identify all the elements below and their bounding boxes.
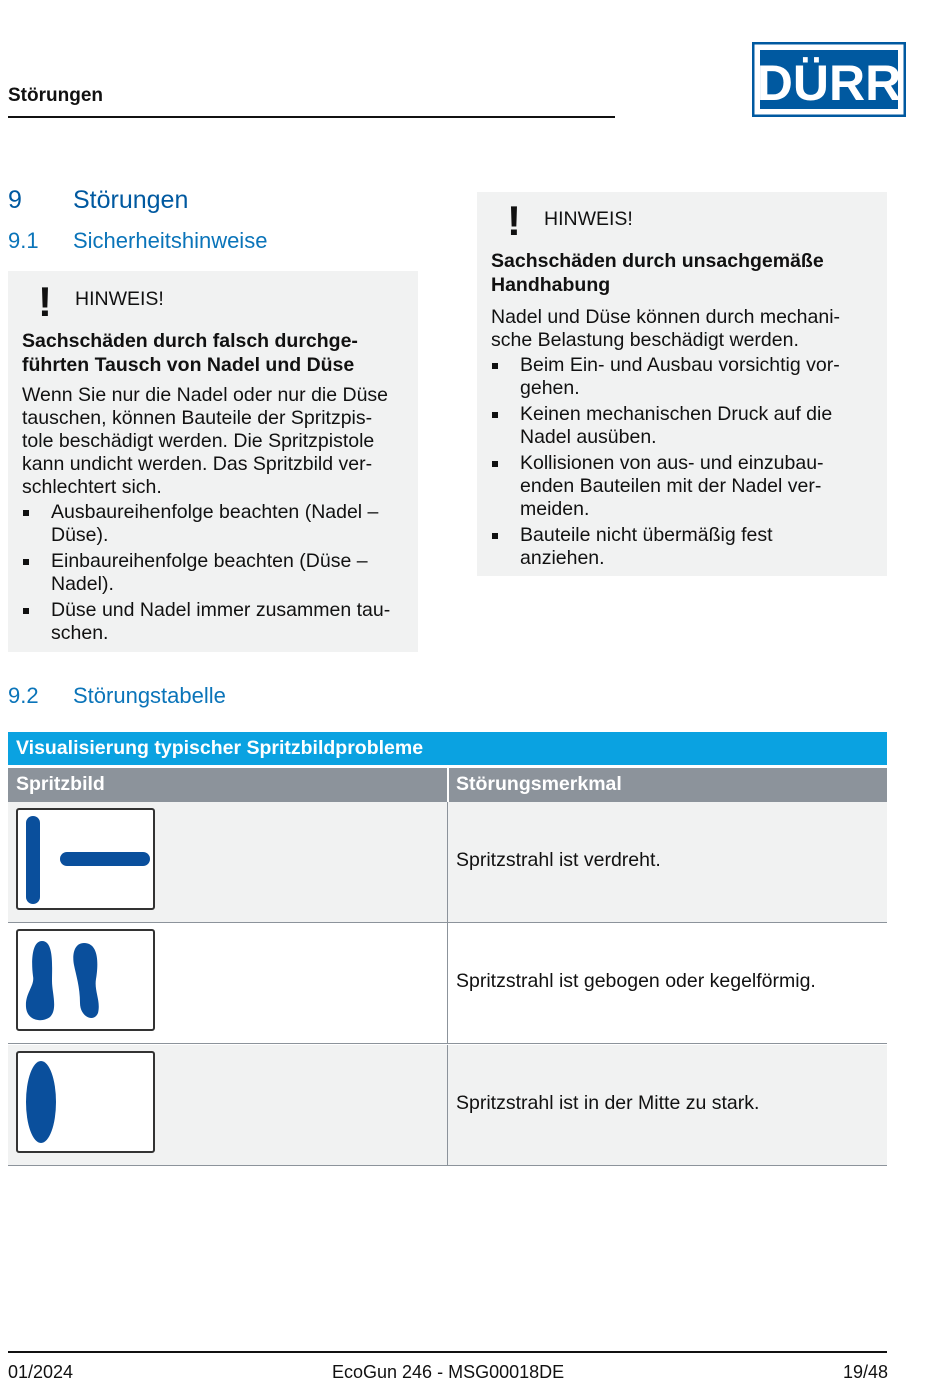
table-caption: Visualisierung typischer Spritzbildprobleme — [8, 732, 887, 765]
chapter-heading — [8, 186, 188, 215]
list-item — [22, 550, 412, 596]
notice-body-line: schlechtert sich. — [22, 476, 162, 498]
running-header-title: Störungen — [8, 85, 103, 106]
exclamation-icon: ! — [507, 197, 521, 244]
notice-body-line: tole beschädigt werden. Die Spritzpistole — [22, 430, 375, 452]
section-number: 9.2 — [8, 683, 39, 708]
bullet-icon — [492, 533, 498, 539]
list-item — [22, 599, 412, 645]
fault-description: Spritzstrahl ist verdreht. — [456, 849, 661, 871]
list-item-line: Bauteile nicht übermäßig fest — [520, 524, 773, 546]
notice-body — [491, 306, 840, 352]
list-item-line: Einbaureihenfolge beachten (Düse – — [51, 550, 368, 572]
spray-pattern-image — [16, 1051, 155, 1153]
list-item — [491, 354, 881, 400]
exclamation-icon: ! — [38, 278, 52, 325]
list-item — [491, 524, 881, 570]
chapter-number: 9 — [8, 186, 22, 214]
notice-title-line: führten Tausch von Nadel und Düse — [22, 354, 355, 376]
section-number: 9.1 — [8, 228, 39, 253]
table-row — [8, 802, 887, 923]
list-item-line: meiden. — [520, 498, 590, 520]
list-item — [22, 501, 412, 547]
notice-box-left — [8, 271, 418, 652]
notice-body-line: sche Belastung beschädigt werden. — [491, 329, 799, 351]
bullet-icon — [492, 412, 498, 418]
logo-text: DÜRR — [756, 55, 902, 111]
notice-body-line: kann undicht werden. Das Spritzbild ver- — [22, 453, 373, 475]
bullet-icon — [23, 510, 29, 516]
list-item-line: Keinen mechanischen Druck auf die — [520, 403, 833, 425]
notice-body-line: Nadel und Düse können durch mechani- — [491, 306, 841, 328]
notice-title — [491, 249, 824, 297]
center-heavy-spray-icon — [18, 1053, 153, 1151]
notice-title — [22, 329, 358, 377]
list-item-line: Düse). — [51, 524, 109, 546]
list-item-line: Nadel). — [51, 573, 114, 595]
list-item-line: Beim Ein- und Ausbau vorsichtig vor- — [520, 354, 840, 376]
notice-label: HINWEIS! — [75, 288, 164, 310]
notice-body-line: Wenn Sie nur die Nadel oder nur die Düse — [22, 384, 389, 406]
section-heading-9-2 — [8, 683, 226, 709]
spray-pattern-image — [16, 929, 155, 1031]
fault-description: Spritzstrahl ist gebogen oder kegelförmig. — [456, 970, 816, 992]
section-heading-9-1 — [8, 228, 267, 254]
bullet-icon — [23, 559, 29, 565]
notice-body-line: tauschen, können Bauteile der Spritzpis- — [22, 407, 373, 429]
notice-list — [491, 354, 881, 573]
section-title: Sicherheitshinweise — [73, 228, 268, 253]
notice-title-line: Sachschäden durch falsch durchge- — [22, 330, 358, 352]
list-item-line: Düse und Nadel immer zusammen tau- — [51, 599, 391, 621]
bullet-icon — [492, 461, 498, 467]
list-item-line: gehen. — [520, 377, 580, 399]
notice-body — [22, 384, 388, 499]
table-header — [8, 768, 887, 802]
durr-logo — [752, 42, 906, 117]
chapter-title: Störungen — [73, 186, 189, 214]
list-item-line: Nadel ausüben. — [520, 426, 657, 448]
notice-list — [22, 501, 412, 648]
notice-box-right — [477, 192, 887, 576]
footer-divider — [8, 1351, 887, 1353]
section-title: Störungstabelle — [73, 683, 226, 708]
column-divider — [447, 768, 449, 802]
bullet-icon — [492, 363, 498, 369]
notice-title-line: Handhabung — [491, 274, 611, 296]
fault-description: Spritzstrahl ist in der Mitte zu stark. — [456, 1092, 760, 1114]
list-item-line: schen. — [51, 622, 109, 644]
list-item — [491, 452, 881, 521]
list-item-line: anziehen. — [520, 547, 605, 569]
column-divider — [447, 1045, 448, 1165]
bent-conical-spray-icon — [18, 931, 153, 1029]
list-item — [491, 403, 881, 449]
header-divider — [8, 116, 615, 118]
twisted-spray-icon — [18, 810, 153, 908]
footer-date: 01/2024 — [8, 1362, 74, 1382]
list-item-line: Ausbaureihenfolge beachten (Nadel – — [51, 501, 379, 523]
bullet-icon — [23, 608, 29, 614]
notice-label: HINWEIS! — [544, 208, 633, 230]
column-header-spritzbild: Spritzbild — [16, 773, 105, 795]
spray-pattern-image — [16, 808, 155, 910]
column-header-stoerungsmerkmal: Störungsmerkmal — [456, 773, 622, 795]
list-item-line: Kollisionen von aus- und einzubau- — [520, 452, 824, 474]
footer-page-number: 19/48 — [843, 1362, 889, 1382]
table-row — [8, 923, 887, 1044]
notice-title-line: Sachschäden durch unsachgemäße — [491, 250, 824, 272]
table-row — [8, 1045, 887, 1166]
column-divider — [447, 923, 448, 1043]
footer-document: EcoGun 246 - MSG00018DE — [332, 1362, 565, 1382]
list-item-line: enden Bauteilen mit der Nadel ver- — [520, 475, 822, 497]
column-divider — [447, 802, 448, 922]
